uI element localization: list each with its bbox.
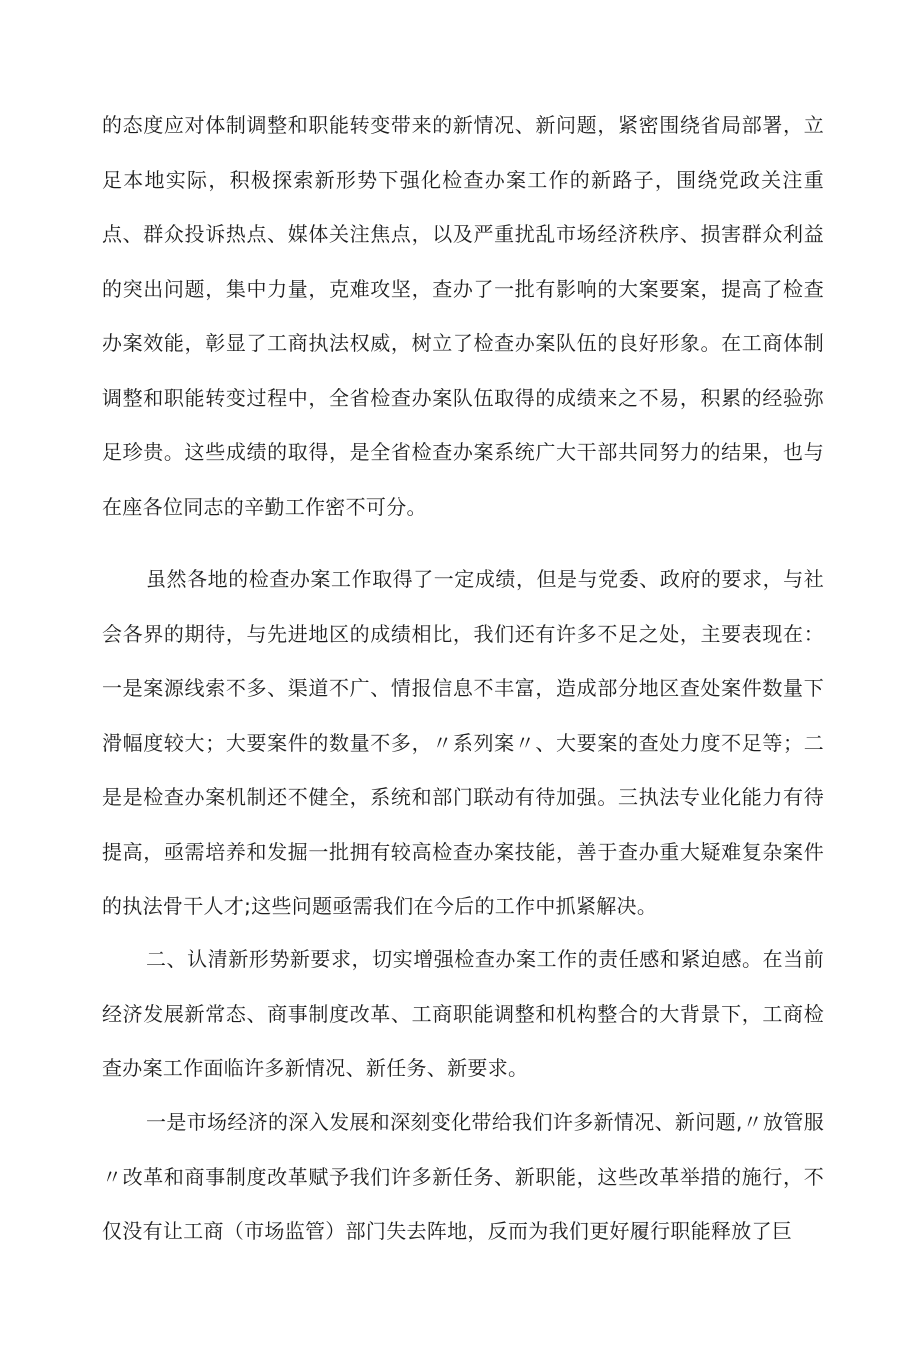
paragraph-shortcomings: 虽然各地的检查办案工作取得了一定成绩，但是与党委、政府的要求，与社会各界的期待，与先进地区的成绩相比，我们还有许多不足之处，主要表现在：一是案源线索不多、渠道不广、情报信息不丰富，造成部分地区查处案件数量下滑幅度较大；大要案件的数量不多，〃系列案〃、大要案的查处力度不足等；二是是检查办案机制还不健全，系统和部门联动有待加强。三执法专业化能力有待提高，亟需培养和发掘一批拥有较高检查办案技能，善于查办重大疑难复杂案件的执法骨干人才;这些问题亟需我们在今后的工作中抓紧解决。: [102, 567, 824, 918]
paragraph-achievements: 的态度应对体制调整和职能转变带来的新情况、新问题，紧密围绕省局部署，立足本地实际，积极探索新形势下强化检查办案工作的新路子，围绕党政关注重点、群众投诉热点、媒体关注焦点，以及严重扰乱市场经济秩序、损害群众利益的突出问题，集中力量，克难攻坚，查办了一批有影响的大案要案，提高了检查办案效能，彰显了工商执法权威，树立了检查办案队伍的良好形象。在工商体制调整和职能转变过程中，全省检查办案队伍取得的成绩来之不易，积累的经验弥足珍贵。这些成绩的取得，是全省检查办案系统广大干部共同努力的结果，也与在座各位同志的辛勤工作密不可分。: [102, 113, 824, 519]
paragraph-market-economy: 一是市场经济的深入发展和深刻变化带给我们许多新情况、新问题,〃放管服〃改革和商事制度改革赋予我们许多新任务、新职能，这些改革举措的施行，不仅没有让工商（市场监管）部门失去阵地，反而为我们更好履行职能释放了巨: [102, 1110, 824, 1243]
paragraph-section-two-heading: 二、认清新形势新要求，切实增强检查办案工作的责任感和紧迫感。在当前经济发展新常态、商事制度改革、工商职能调整和机构整合的大背景下，工商检查办案工作面临许多新情况、新任务、新要求。: [102, 947, 824, 1080]
